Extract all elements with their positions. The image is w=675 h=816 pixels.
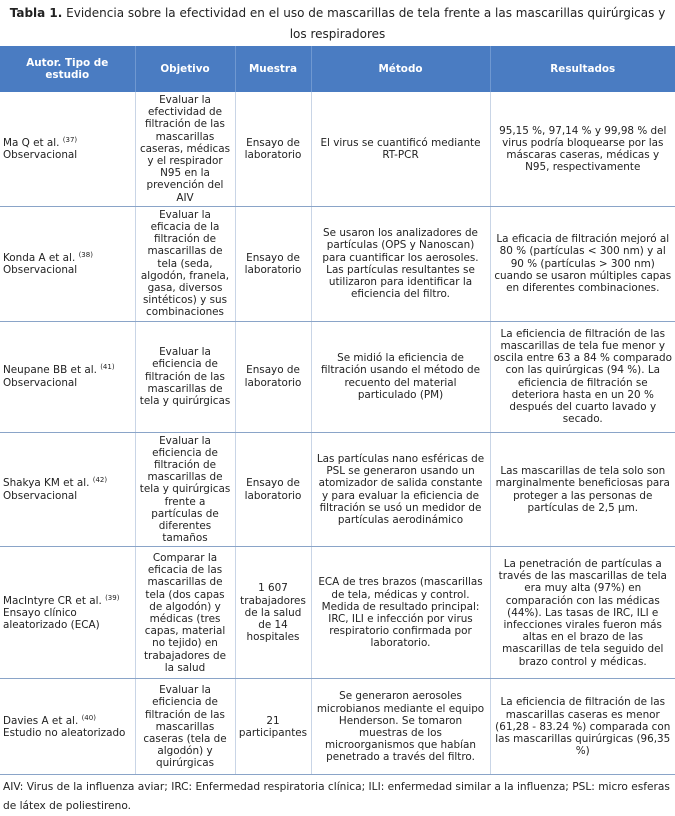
table-caption-text: Evidencia sobre la efectividad en el uso de mascarillas de tela frente a las mascarillas quirúrgicas y los respiradores bbox=[66, 6, 666, 41]
cell-method: Se midió la eficiencia de filtración usando el método de recuento del material particulado (PM) bbox=[311, 321, 490, 432]
author-name: MacIntyre CR et al. bbox=[3, 594, 102, 607]
cell-results: 95,15 %, 97,14 % y 99,98 % del virus podría bloquearse por las máscaras caseras, médicas y N95, respectivamente bbox=[490, 92, 675, 206]
cell-sample: 1 607 trabajadores de la salud de 14 hospitales bbox=[235, 547, 311, 679]
cell-method: Se generaron aerosoles microbianos mediante el equipo Henderson. Se tomaron muestras de los microorganismos que habían penetrado a través del filtro. bbox=[311, 679, 490, 775]
table-footnote: AIV: Virus de la influenza aviar; IRC: Enfermedad respiratoria clínica; ILI: enfermedad similar a la influenza; PSL: micro esferas de látex de poliestireno. bbox=[3, 781, 670, 813]
table-row bbox=[0, 206, 675, 321]
author-name: Shakya KM et al. bbox=[3, 477, 90, 490]
cell-results: La eficiencia de filtración de las mascarillas caseras es menor (61,28 - 83.24 %) comparada con las mascarillas quirúrgicas (96,35 %) bbox=[490, 679, 675, 775]
cell-objective: Evaluar la eficacia de la filtración de mascarillas de tela (seda, algodón, franela, gasa, diversos sintéticos) y sus combinaciones bbox=[135, 206, 235, 321]
cell-method: El virus se cuantificó mediante RT-PCR bbox=[311, 92, 490, 206]
study-type: Observacional bbox=[3, 263, 78, 276]
study-type: Observacional bbox=[3, 489, 78, 502]
study-type: Observacional bbox=[3, 148, 78, 161]
cell-sample: Ensayo de laboratorio bbox=[235, 92, 311, 206]
table-row bbox=[0, 92, 675, 206]
reference-number: (41) bbox=[100, 363, 115, 372]
cell-objective: Evaluar la eficiencia de filtración de mascarillas de tela y quirúrgicas frente a partículas de diferentes tamaños bbox=[135, 432, 235, 547]
reference-number: (42) bbox=[92, 476, 108, 485]
column-header-sample: Muestra bbox=[235, 46, 311, 92]
evidence-table bbox=[0, 46, 675, 775]
cell-method: Las partículas nano esféricas de PSL se generaron usando un atomizador de salida constante y para evaluar la eficiencia de filtración se usó un medidor de partículas aerodinámico bbox=[311, 432, 490, 547]
cell-sample: Ensayo de laboratorio bbox=[235, 206, 311, 321]
author-name: Ma Q et al. bbox=[3, 136, 60, 149]
cell-author bbox=[0, 92, 135, 206]
column-header-method: Método bbox=[311, 46, 490, 92]
table-header-row bbox=[0, 46, 675, 92]
cell-method: Se usaron los analizadores de partículas (OPS y Nanoscan) para cuantificar los aerosoles. Las partículas resultantes se utilizaron para identificar la eficiencia del filtro. bbox=[311, 206, 490, 321]
reference-number: (37) bbox=[62, 135, 78, 144]
table-row bbox=[0, 321, 675, 432]
cell-author bbox=[0, 321, 135, 432]
study-type: Ensayo clínico aleatorizado (ECA) bbox=[3, 606, 100, 632]
cell-results: La eficiencia de filtración de las mascarillas de tela fue menor y oscila entre 63 a 84 % comparado con las quirúrgicas (94 %). La eficiencia de filtración se deteriora hasta en un 20 % después del cuarto lavado y secado. bbox=[490, 321, 675, 432]
cell-sample: Ensayo de laboratorio bbox=[235, 432, 311, 547]
table-caption-label: Tabla 1. bbox=[9, 6, 63, 20]
cell-author bbox=[0, 206, 135, 321]
cell-results: La eficacia de filtración mejoró al 80 % (partículas < 300 nm) y al 90 % (partículas > 300 nm) cuando se usaron múltiples capas en diferentes combinaciones. bbox=[490, 206, 675, 321]
cell-objective: Evaluar la efectividad de filtración de las mascarillas caseras, médicas y el respirador N95 en la prevención del AIV bbox=[135, 92, 235, 206]
cell-objective: Evaluar la eficiencia de filtración de las mascarillas caseras (tela de algodón) y quirúrgicas bbox=[135, 679, 235, 775]
cell-sample: 21 participantes bbox=[235, 679, 311, 775]
cell-sample: Ensayo de laboratorio bbox=[235, 321, 311, 432]
cell-method: ECA de tres brazos (mascarillas de tela, médicas y control. Medida de resultado principal: IRC, ILI e infección por virus respiratorio confirmada por laboratorio. bbox=[311, 547, 490, 679]
cell-author bbox=[0, 432, 135, 547]
column-header-objective: Objetivo bbox=[135, 46, 235, 92]
cell-author bbox=[0, 679, 135, 775]
cell-author bbox=[0, 547, 135, 679]
table-caption bbox=[0, 0, 675, 46]
reference-number: (40) bbox=[81, 713, 96, 722]
table-row bbox=[0, 432, 675, 547]
author-name: Davies A et al. bbox=[3, 714, 79, 727]
author-name: Neupane BB et al. bbox=[3, 364, 97, 377]
column-header-author: Autor. Tipo de estudio bbox=[0, 46, 135, 92]
study-type: Observacional bbox=[3, 376, 78, 389]
study-type: Estudio no aleatorizado bbox=[3, 726, 126, 739]
cell-results: Las mascarillas de tela solo son marginalmente beneficiosas para proteger a las personas de partículas de 2,5 µm. bbox=[490, 432, 675, 547]
cell-objective: Comparar la eficacia de las mascarillas de tela (dos capas de algodón) y médicas (tres capas, material no tejido) en trabajadores de la salud bbox=[135, 547, 235, 679]
reference-number: (39) bbox=[105, 593, 120, 602]
cell-objective: Evaluar la eficiencia de filtración de las mascarillas de tela y quirúrgicas bbox=[135, 321, 235, 432]
author-name: Konda A et al. bbox=[3, 251, 76, 264]
table-row bbox=[0, 547, 675, 679]
column-header-results: Resultados bbox=[490, 46, 675, 92]
cell-results: La penetración de partículas a través de las mascarillas de tela era muy alta (97%) en comparación con las médicas (44%). Las tasas de IRC, ILI e infecciones virales fueron más altas en el brazo de las mascarillas de tela seguido del brazo control y médicas. bbox=[490, 547, 675, 679]
table-row bbox=[0, 679, 675, 775]
reference-number: (38) bbox=[78, 250, 93, 259]
